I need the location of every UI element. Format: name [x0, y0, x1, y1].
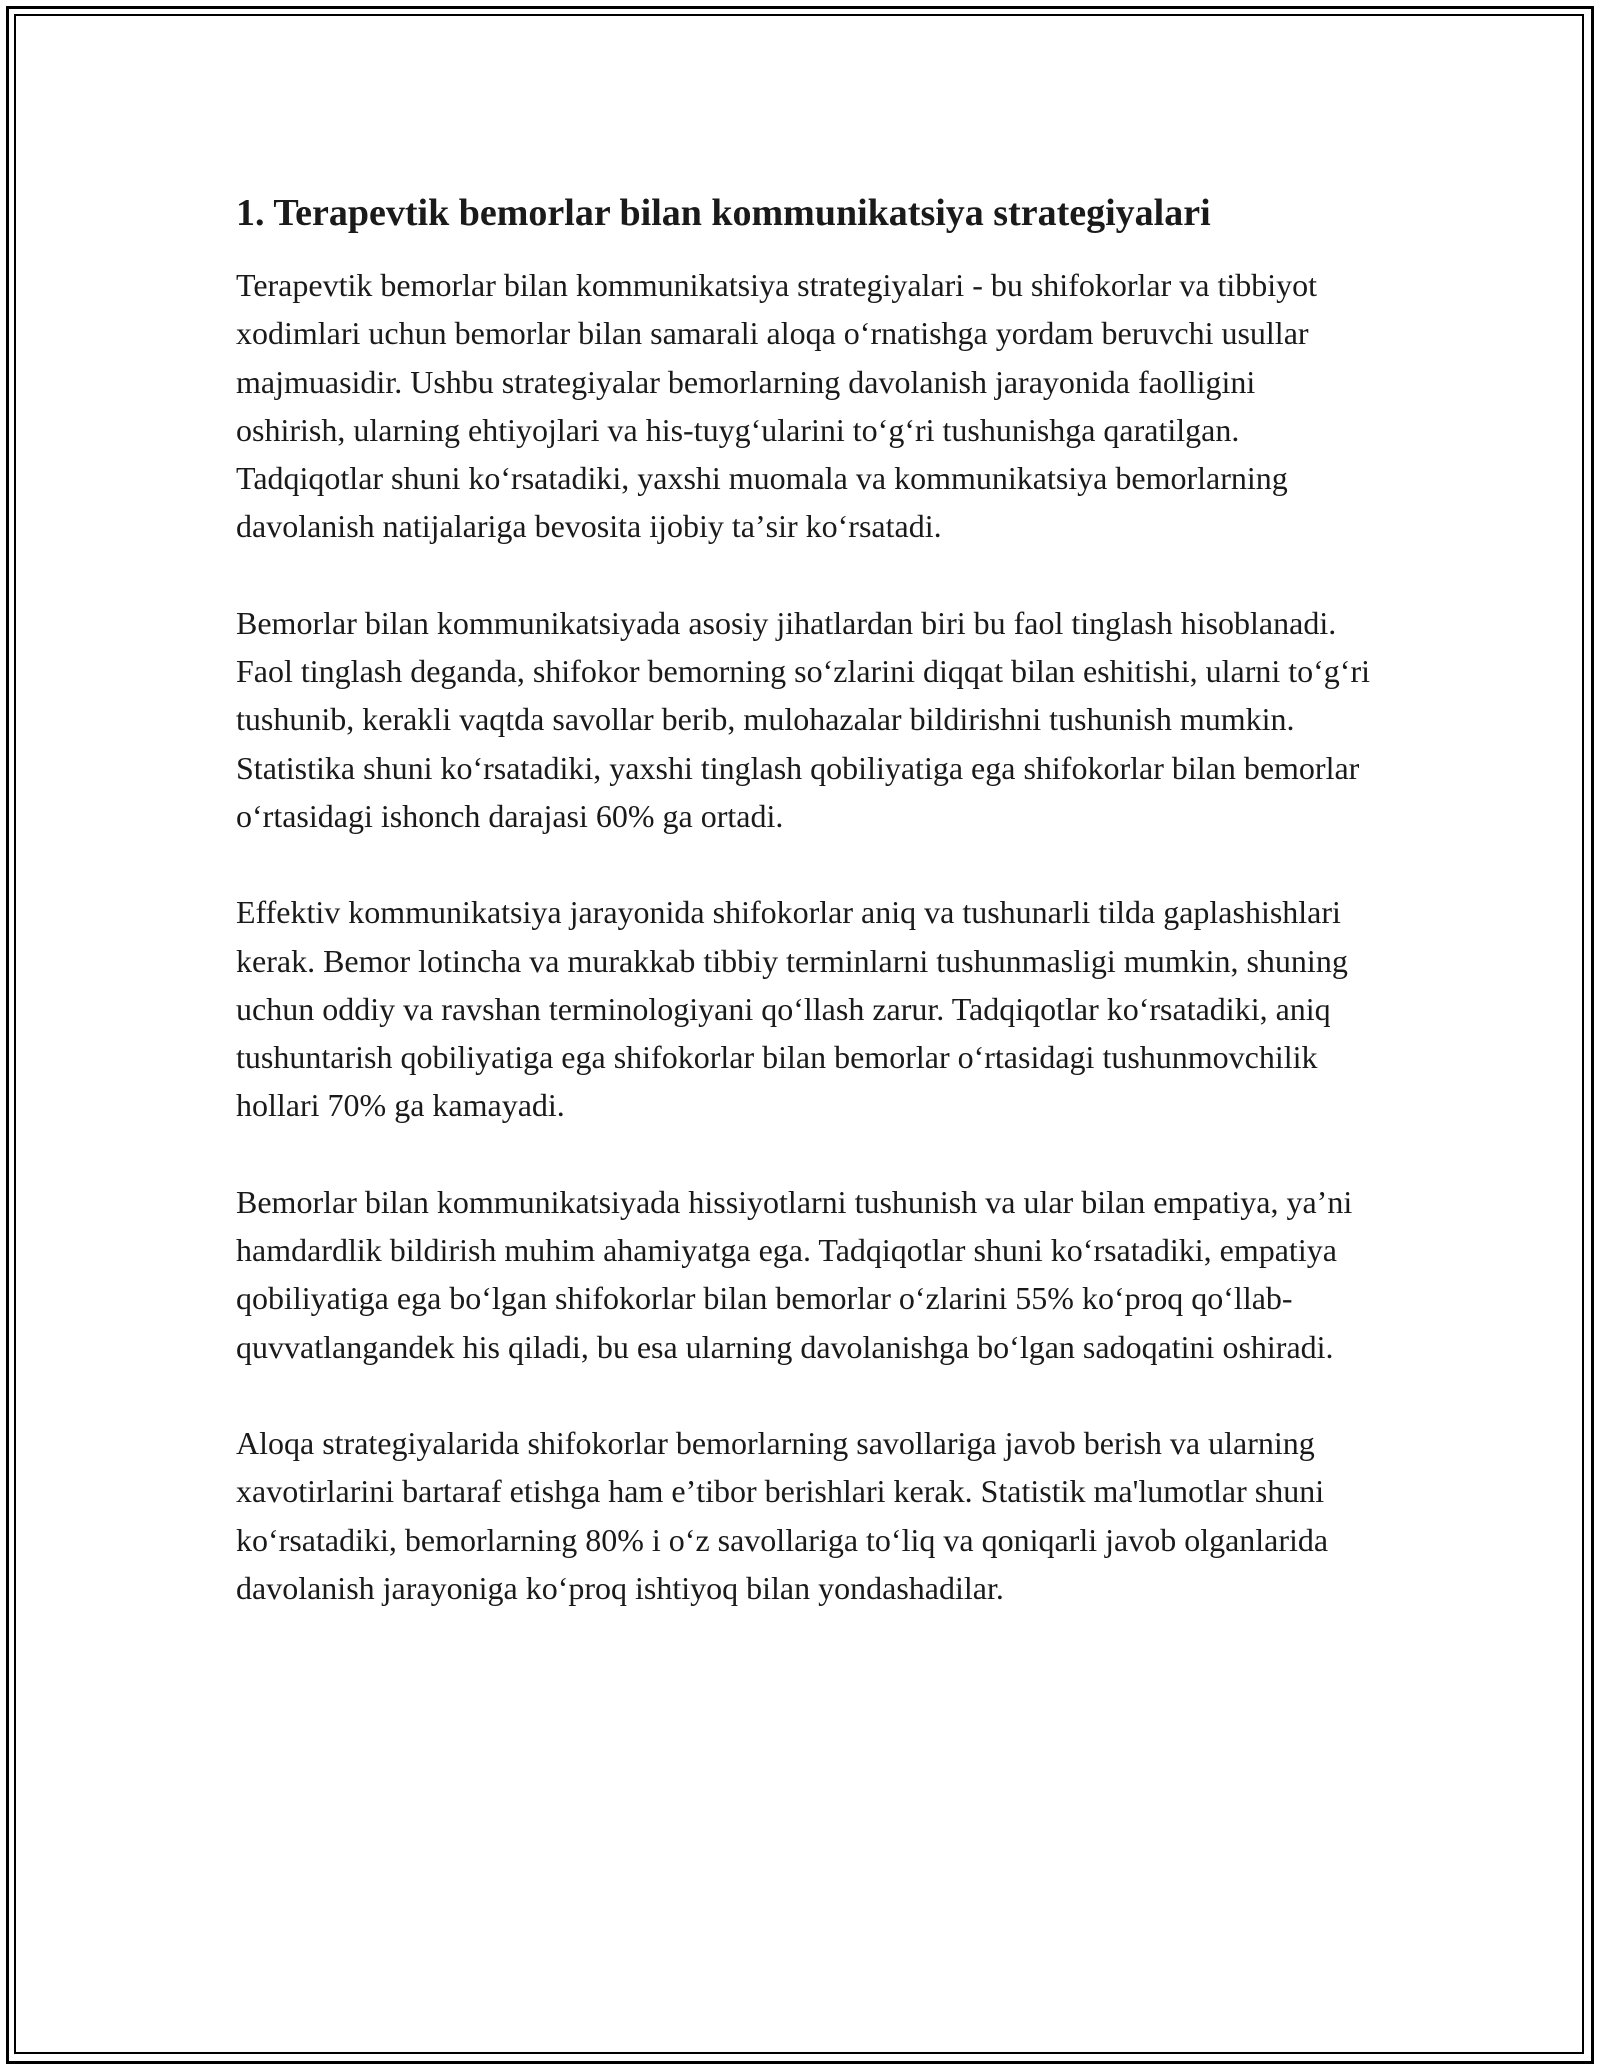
paragraph-intro: Terapevtik bemorlar bilan kommunikatsiya strategiyalari - bu shifokorlar va tibbiyot xodimlari uchun bemorlar bilan samarali aloqa oʻrnatishga yordam beruvchi usullar majmuasidir. Ushbu strategiyalar bemorlarning davolanish jarayonida faolligini oshirish, ularning ehtiyojlari va his-tuygʻularini toʻgʻri tushunishga qaratilgan. Tadqiqotlar shuni koʻrsatadiki, yaxshi muomala va kommunikatsiya bemorlarning davolanish natijalariga bevosita ijobiy taʼsir koʻrsatadi. [236, 267, 1318, 545]
section-title: 1. Terapevtik bemorlar bilan kommunikatsiya strategiyalari [236, 192, 1211, 234]
paragraph-active-listening: Bemorlar bilan kommunikatsiyada asosiy jihatlardan biri bu faol tinglash hisoblanadi. Faol tinglash deganda, shifokor bemorning soʻzlarini diqqat bilan eshitishi, ularni toʻgʻri tushunib, kerakli vaqtda savollar berib, mulohazalar bildirishni tushunish mumkin. Statistika shuni koʻrsatadiki, yaxshi tinglash qobiliyatiga ega shifokorlar bilan bemorlar oʻrtasidagi ishonch darajasi 60% ga ortadi. [236, 604, 1370, 834]
paragraph-answering-questions: Aloqa strategiyalarida shifokorlar bemorlarning savollariga javob berish va ularning xavotirlarini bartaraf etishga ham eʼtibor berishlari kerak. Statistik ma'lumotlar shuni koʻrsatadiki, bemorlarning 80% i oʻz savollariga toʻliq va qoniqarli javob olganlarida davolanish jarayoniga koʻproq ishtiyoq bilan yondashadilar. [236, 1424, 1329, 1606]
paragraph-empathy: Bemorlar bilan kommunikatsiyada hissiyotlarni tushunish va ular bilan empatiya, yaʼni hamdardlik bildirish muhim ahamiyatga ega. Tadqiqotlar shuni koʻrsatadiki, empatiya qobiliyatiga ega boʻlgan shifokorlar bilan bemorlar oʻzlarini 55% koʻproq qoʻllab-quvvatlangandek his qiladi, bu esa ularning davolanishga boʻlgan sadoqatini oshiradi. [236, 1183, 1353, 1365]
paragraph-clear-language: Effektiv kommunikatsiya jarayonida shifokorlar aniq va tushunarli tilda gaplashishlari kerak. Bemor lotincha va murakkab tibbiy terminlarni tushunmasligi mumkin, shuning uchun oddiy va ravshan terminologiyani qoʻllash zarur. Tadqiqotlar koʻrsatadiki, aniq tushuntarish qobiliyatiga ega shifokorlar bilan bemorlar oʻrtasidagi tushunmovchilik hollari 70% ga kamayadi. [236, 894, 1348, 1124]
document-body [236, 185, 1371, 1660]
